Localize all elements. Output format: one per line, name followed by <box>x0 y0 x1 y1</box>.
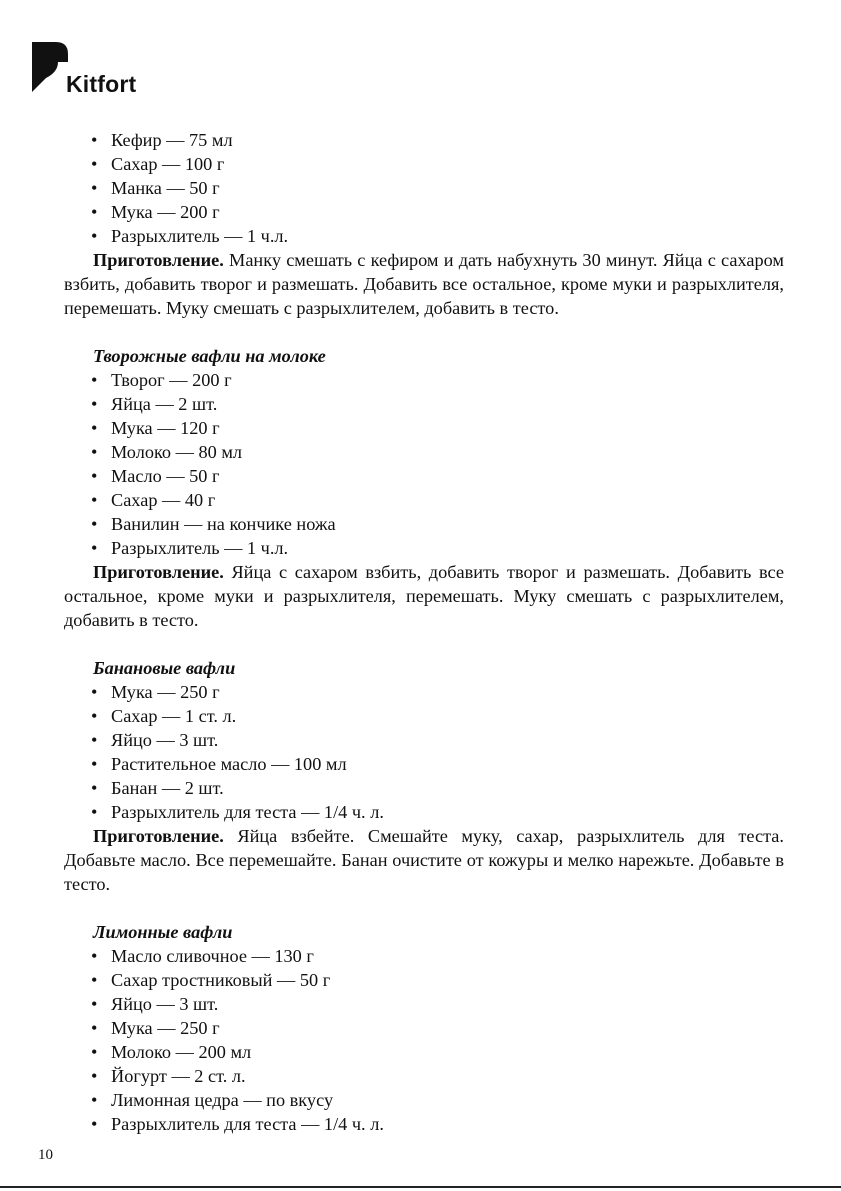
ingredient-item: • Сахар тростниковый — 50 г <box>64 968 784 992</box>
recipe-section <box>64 344 784 632</box>
preparation-label: Приготовление. <box>93 562 224 582</box>
ingredient-item: • Яйцо — 3 шт. <box>64 992 784 1016</box>
ingredient-item: • Сахар — 100 г <box>64 152 784 176</box>
ingredient-item: • Масло — 50 г <box>64 464 784 488</box>
preparation-text: Яйца с сахаром взбить, добавить творог и размешать. Добавить все остальное, кроме муки и разрыхлителя, перемешать. Муку смешать с разрыхлителем, добавить в тесто. <box>64 562 784 630</box>
preparation-text: Яйца взбейте. Смешайте муку, сахар, разрыхлитель для теста. Добавьте масло. Все перемешайте. Банан очистите от кожуры и мелко нарежьте. Добавьте в тесто. <box>64 826 784 894</box>
ingredient-item: • Мука — 120 г <box>64 416 784 440</box>
preparation-label: Приготовление. <box>93 250 224 270</box>
recipe-title: Творожные вафли на молоке <box>93 346 326 366</box>
preparation-paragraph <box>64 248 784 320</box>
ingredient-item: • Разрыхлитель — 1 ч.л. <box>64 224 784 248</box>
ingredient-list <box>64 368 784 560</box>
preparation-paragraph <box>64 560 784 632</box>
preparation-label: Приготовление. <box>93 826 224 846</box>
ingredient-item: • Ванилин — на кончике ножа <box>64 512 784 536</box>
bottom-rule <box>0 1186 841 1188</box>
ingredient-item: • Разрыхлитель для теста — 1/4 ч. л. <box>64 1112 784 1136</box>
logo-text: Kitfort <box>66 71 137 97</box>
ingredient-list <box>64 128 784 248</box>
ingredient-item: • Банан — 2 шт. <box>64 776 784 800</box>
recipe-title: Лимонные вафли <box>93 922 233 942</box>
ingredient-item: • Манка — 50 г <box>64 176 784 200</box>
page-content <box>64 128 784 1136</box>
ingredient-item: • Творог — 200 г <box>64 368 784 392</box>
ingredient-item: • Яйцо — 3 шт. <box>64 728 784 752</box>
ingredient-item: • Масло сливочное — 130 г <box>64 944 784 968</box>
ingredient-item: • Лимонная цедра — по вкусу <box>64 1088 784 1112</box>
ingredient-item: • Сахар — 40 г <box>64 488 784 512</box>
preparation-paragraph <box>64 824 784 896</box>
recipe-section <box>64 656 784 896</box>
page-number: 10 <box>38 1147 53 1163</box>
ingredient-item: • Яйца — 2 шт. <box>64 392 784 416</box>
ingredient-item: • Молоко — 200 мл <box>64 1040 784 1064</box>
brand-logo <box>32 42 172 98</box>
ingredient-list <box>64 944 784 1136</box>
ingredient-item: • Молоко — 80 мл <box>64 440 784 464</box>
preparation-text: Манку смешать с кефиром и дать набухнуть 30 минут. Яйца с сахаром взбить, добавить творог и размешать. Добавить все остальное, кроме муки и разрыхлителя, перемешать. Муку смешать с разрыхлителем, добавить в тесто. <box>64 250 784 318</box>
ingredient-item: • Разрыхлитель для теста — 1/4 ч. л. <box>64 800 784 824</box>
ingredient-item: • Кефир — 75 мл <box>64 128 784 152</box>
ingredient-item: • Мука — 200 г <box>64 200 784 224</box>
ingredient-list <box>64 680 784 824</box>
ingredient-item: • Йогурт — 2 ст. л. <box>64 1064 784 1088</box>
recipe-section <box>64 920 784 1136</box>
ingredient-item: • Разрыхлитель — 1 ч.л. <box>64 536 784 560</box>
ingredient-item: • Сахар — 1 ст. л. <box>64 704 784 728</box>
ingredient-item: • Мука — 250 г <box>64 1016 784 1040</box>
recipe-continuation <box>64 128 784 320</box>
ingredient-item: • Мука — 250 г <box>64 680 784 704</box>
ingredient-item: • Растительное масло — 100 мл <box>64 752 784 776</box>
recipe-title: Банановые вафли <box>93 658 236 678</box>
